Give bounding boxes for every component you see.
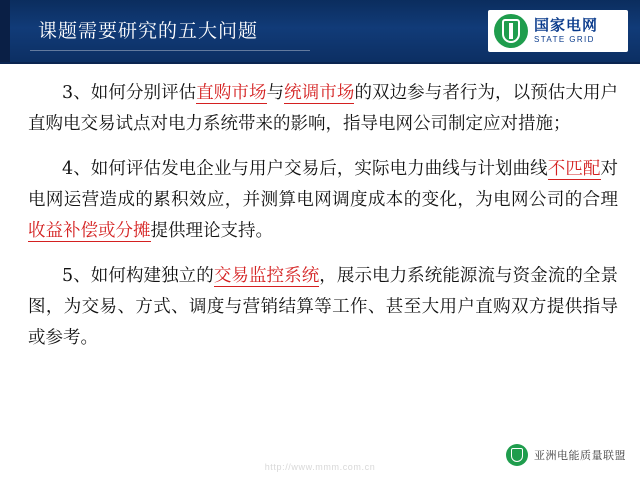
text-segment: ，展示电力系统能源流与资金流的全景图，为交易、方式、调度与营销结算等工作、甚至大用户直购双方提供指导或参考。 <box>28 266 619 348</box>
watermark: http://www.mmm.com.cn <box>264 462 376 472</box>
header-accent-bar <box>0 0 10 62</box>
logo-text <box>534 15 599 44</box>
slide-body <box>28 78 618 368</box>
text-segment: 的双边参与者行为，以预估大用户直购电交易试点对电力系统带来的影响，指导电网公司制定应对措施； <box>28 83 619 134</box>
text-segment: 提供理论支持。 <box>150 221 273 241</box>
highlight-trade-monitoring-system: 交易监控系统 <box>213 266 320 286</box>
paragraph-4 <box>28 154 618 247</box>
highlight-unified-dispatch-market: 统调市场 <box>284 83 355 103</box>
footer-badge <box>506 444 626 466</box>
highlight-revenue-compensation: 收益补偿或分摊 <box>28 221 151 241</box>
paragraph-3 <box>28 78 618 140</box>
state-grid-logo-icon <box>494 14 528 48</box>
footer-badge-label: 亚洲电能质量联盟 <box>534 449 626 462</box>
text-segment: 对电网运营造成的累积效应，并测算电网调度成本的变化，为电网公司的合理 <box>28 159 618 210</box>
leaf-circle-icon <box>506 444 528 466</box>
paragraph-5 <box>28 261 618 354</box>
text-segment: 3、如何分别评估 <box>62 83 197 103</box>
title-underline <box>30 50 310 51</box>
slide-header <box>0 0 640 64</box>
text-segment: 与 <box>266 83 285 103</box>
text-segment: 5、如何构建独立的 <box>62 266 214 286</box>
highlight-mismatch: 不匹配 <box>547 159 601 179</box>
logo-name-cn: 国家电网 <box>534 15 599 34</box>
text-segment: 4、如何评估发电企业与用户交易后，实际电力曲线与计划曲线 <box>62 159 548 179</box>
highlight-direct-purchase-market: 直购市场 <box>196 83 267 103</box>
state-grid-logo <box>488 10 628 52</box>
page-title: 课题需要研究的五大问题 <box>38 20 259 42</box>
logo-name-en: STATE GRID <box>534 34 595 44</box>
